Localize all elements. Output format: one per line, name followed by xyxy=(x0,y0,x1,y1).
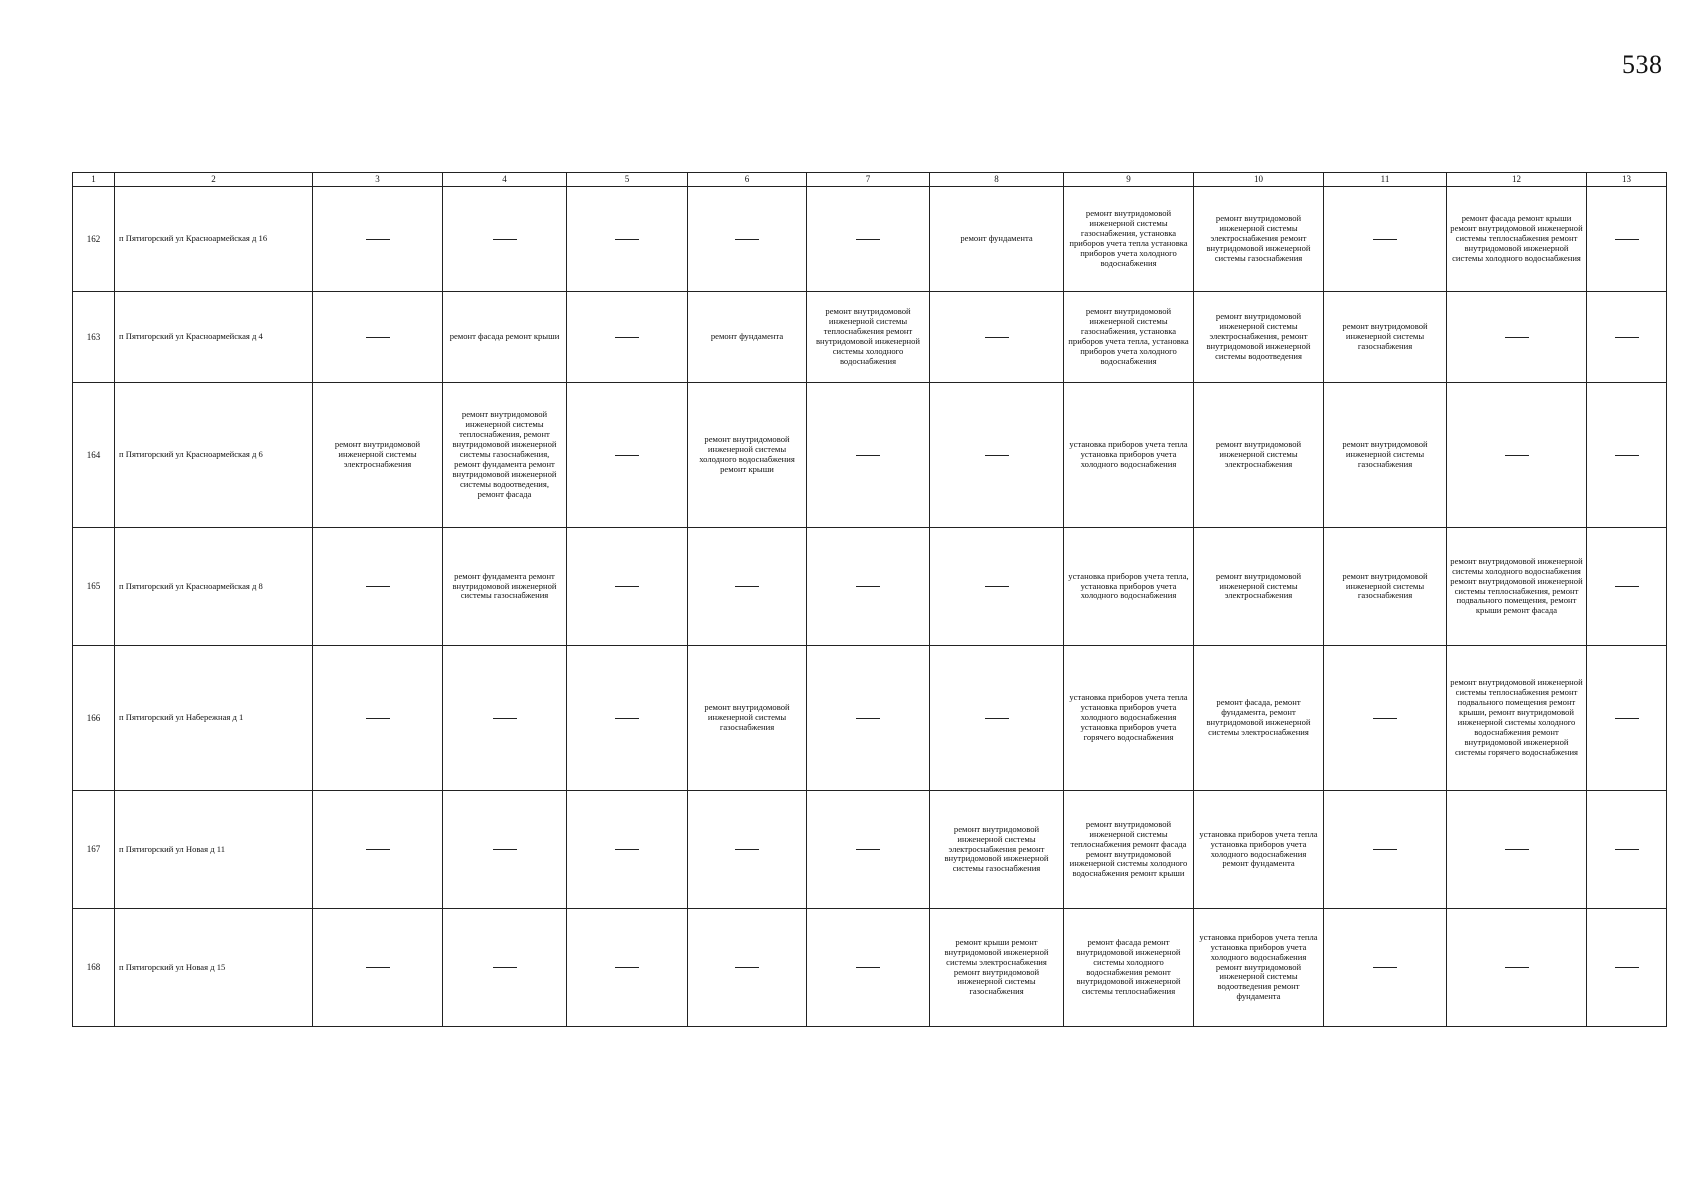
dash-mark xyxy=(1505,337,1529,338)
dash-mark xyxy=(615,718,639,719)
empty-dash-cell xyxy=(1587,791,1667,909)
dash-mark xyxy=(856,586,880,587)
work-cell: ремонт фундамента xyxy=(930,187,1064,292)
empty-dash-cell xyxy=(688,528,807,646)
work-cell: ремонт внутридомовой инженерной системы электроснабжения xyxy=(1194,383,1324,528)
empty-dash-cell xyxy=(313,187,443,292)
empty-dash-cell xyxy=(1447,292,1587,383)
dash-mark xyxy=(1615,718,1639,719)
dash-mark xyxy=(856,239,880,240)
empty-dash-cell xyxy=(688,909,807,1027)
table-row xyxy=(73,646,1667,791)
table-header-row xyxy=(73,173,1667,187)
table-row xyxy=(73,187,1667,292)
dash-mark xyxy=(493,239,517,240)
dash-mark xyxy=(366,718,390,719)
address-cell: п Пятигорский ул Новая д 11 xyxy=(115,791,313,909)
empty-dash-cell xyxy=(1324,646,1447,791)
dash-mark xyxy=(615,849,639,850)
dash-mark xyxy=(1615,967,1639,968)
table-row xyxy=(73,528,1667,646)
dash-mark xyxy=(985,586,1009,587)
work-cell: ремонт внутридомовой инженерной системы электроснабжения, ремонт внутридомовой инженерной системы водоотведения xyxy=(1194,292,1324,383)
work-cell: ремонт внутридомовой инженерной системы теплоснабжения ремонт подвального помещения ремонт крыши, ремонт внутридомовой инженерной системы холодного водоснабжения ремонт внутридомовой инженерной системы горячего водоснабжения xyxy=(1447,646,1587,791)
column-header: 1 xyxy=(73,173,115,187)
table-row xyxy=(73,909,1667,1027)
work-cell: ремонт внутридомовой инженерной системы теплоснабжения ремонт внутридомовой инженерной системы холодного водоснабжения xyxy=(807,292,930,383)
dash-mark xyxy=(1615,239,1639,240)
empty-dash-cell xyxy=(1587,383,1667,528)
address-cell: п Пятигорский ул Набережная д 1 xyxy=(115,646,313,791)
work-cell: ремонт внутридомовой инженерной системы газоснабжения xyxy=(1324,528,1447,646)
capital-repair-table xyxy=(72,172,1667,1027)
empty-dash-cell xyxy=(443,646,567,791)
work-cell: ремонт внутридомовой инженерной системы электроснабжения xyxy=(313,383,443,528)
empty-dash-cell xyxy=(807,383,930,528)
dash-mark xyxy=(366,239,390,240)
empty-dash-cell xyxy=(567,791,688,909)
dash-mark xyxy=(735,967,759,968)
empty-dash-cell xyxy=(1587,187,1667,292)
dash-mark xyxy=(615,337,639,338)
dash-mark xyxy=(1505,967,1529,968)
empty-dash-cell xyxy=(930,292,1064,383)
empty-dash-cell xyxy=(930,383,1064,528)
dash-mark xyxy=(1615,586,1639,587)
address-cell: п Пятигорский ул Красноармейская д 6 xyxy=(115,383,313,528)
empty-dash-cell xyxy=(1587,292,1667,383)
dash-mark xyxy=(1373,849,1397,850)
dash-mark xyxy=(856,718,880,719)
dash-mark xyxy=(366,967,390,968)
work-cell: ремонт внутридомовой инженерной системы теплоснабжения, ремонт внутридомовой инженерной системы газоснабжения, ремонт фундамента ремонт внутридомовой инженерной системы водоотведения, ремонт фасада xyxy=(443,383,567,528)
dash-mark xyxy=(985,455,1009,456)
empty-dash-cell xyxy=(688,791,807,909)
empty-dash-cell xyxy=(807,646,930,791)
dash-mark xyxy=(493,849,517,850)
dash-mark xyxy=(1505,849,1529,850)
page-number: 538 xyxy=(1622,50,1663,79)
empty-dash-cell xyxy=(1324,909,1447,1027)
work-cell: ремонт фасада ремонт крыши xyxy=(443,292,567,383)
empty-dash-cell xyxy=(1587,646,1667,791)
column-header: 8 xyxy=(930,173,1064,187)
empty-dash-cell xyxy=(567,528,688,646)
work-cell: ремонт внутридомовой инженерной системы газоснабжения xyxy=(688,646,807,791)
work-cell: ремонт внутридомовой инженерной системы газоснабжения, установка приборов учета тепла, установка приборов учета холодного водоснабжения xyxy=(1064,292,1194,383)
column-header: 7 xyxy=(807,173,930,187)
work-cell: ремонт фундамента xyxy=(688,292,807,383)
empty-dash-cell xyxy=(807,187,930,292)
row-number: 165 xyxy=(73,528,115,646)
empty-dash-cell xyxy=(567,646,688,791)
dash-mark xyxy=(856,967,880,968)
work-cell: ремонт внутридомовой инженерной системы газоснабжения, установка приборов учета тепла установка приборов учета холодного водоснабжения xyxy=(1064,187,1194,292)
empty-dash-cell xyxy=(1447,383,1587,528)
address-cell: п Пятигорский ул Красноармейская д 4 xyxy=(115,292,313,383)
table-body xyxy=(73,187,1667,1027)
column-header: 9 xyxy=(1064,173,1194,187)
dash-mark xyxy=(1373,239,1397,240)
empty-dash-cell xyxy=(443,791,567,909)
empty-dash-cell xyxy=(443,187,567,292)
empty-dash-cell xyxy=(567,187,688,292)
empty-dash-cell xyxy=(807,528,930,646)
work-cell: установка приборов учета тепла установка приборов учета холодного водоснабжения установка приборов учета горячего водоснабжения xyxy=(1064,646,1194,791)
work-cell: ремонт фундамента ремонт внутридомовой инженерной системы газоснабжения xyxy=(443,528,567,646)
work-cell: ремонт фасада ремонт крыши ремонт внутридомовой инженерной системы теплоснабжения ремонт внутридомовой инженерной системы холодного водоснабжения xyxy=(1447,187,1587,292)
empty-dash-cell xyxy=(567,909,688,1027)
row-number: 167 xyxy=(73,791,115,909)
work-cell: ремонт фасада, ремонт фундамента, ремонт внутридомовой инженерной системы электроснабжения xyxy=(1194,646,1324,791)
column-header: 5 xyxy=(567,173,688,187)
empty-dash-cell xyxy=(1324,791,1447,909)
dash-mark xyxy=(615,586,639,587)
row-number: 166 xyxy=(73,646,115,791)
address-cell: п Пятигорский ул Новая д 15 xyxy=(115,909,313,1027)
work-cell: ремонт внутридомовой инженерной системы электроснабжения xyxy=(1194,528,1324,646)
work-cell: установка приборов учета тепла, установка приборов учета холодного водоснабжения xyxy=(1064,528,1194,646)
dash-mark xyxy=(1615,455,1639,456)
empty-dash-cell xyxy=(1324,187,1447,292)
work-cell: ремонт внутридомовой инженерной системы газоснабжения xyxy=(1324,292,1447,383)
dash-mark xyxy=(735,586,759,587)
empty-dash-cell xyxy=(567,292,688,383)
dash-mark xyxy=(366,586,390,587)
empty-dash-cell xyxy=(688,187,807,292)
column-header: 4 xyxy=(443,173,567,187)
dash-mark xyxy=(615,239,639,240)
work-cell: ремонт фасада ремонт внутридомовой инженерной системы холодного водоснабжения ремонт внутридомовой инженерной системы теплоснабжения xyxy=(1064,909,1194,1027)
empty-dash-cell xyxy=(313,791,443,909)
empty-dash-cell xyxy=(930,646,1064,791)
row-number: 164 xyxy=(73,383,115,528)
empty-dash-cell xyxy=(1587,528,1667,646)
dash-mark xyxy=(366,849,390,850)
work-cell: установка приборов учета тепла установка приборов учета холодного водоснабжения xyxy=(1064,383,1194,528)
empty-dash-cell xyxy=(807,791,930,909)
row-number: 162 xyxy=(73,187,115,292)
table-row xyxy=(73,383,1667,528)
column-header: 13 xyxy=(1587,173,1667,187)
empty-dash-cell xyxy=(807,909,930,1027)
table-row xyxy=(73,292,1667,383)
column-header: 3 xyxy=(313,173,443,187)
table-row xyxy=(73,791,1667,909)
empty-dash-cell xyxy=(1447,909,1587,1027)
column-header: 6 xyxy=(688,173,807,187)
work-cell: ремонт внутридомовой инженерной системы газоснабжения xyxy=(1324,383,1447,528)
row-number: 163 xyxy=(73,292,115,383)
column-header: 11 xyxy=(1324,173,1447,187)
dash-mark xyxy=(735,849,759,850)
dash-mark xyxy=(615,455,639,456)
address-cell: п Пятигорский ул Красноармейская д 8 xyxy=(115,528,313,646)
dash-mark xyxy=(1373,718,1397,719)
empty-dash-cell xyxy=(313,909,443,1027)
dash-mark xyxy=(615,967,639,968)
work-cell: установка приборов учета тепла установка приборов учета холодного водоснабжения ремонт внутридомовой инженерной системы водоотведения ремонт фундамента xyxy=(1194,909,1324,1027)
dash-mark xyxy=(985,718,1009,719)
empty-dash-cell xyxy=(313,528,443,646)
dash-mark xyxy=(735,239,759,240)
dash-mark xyxy=(856,849,880,850)
empty-dash-cell xyxy=(313,646,443,791)
dash-mark xyxy=(366,337,390,338)
dash-mark xyxy=(1373,967,1397,968)
row-number: 168 xyxy=(73,909,115,1027)
work-cell: установка приборов учета тепла установка приборов учета холодного водоснабжения ремонт фундамента xyxy=(1194,791,1324,909)
dash-mark xyxy=(985,337,1009,338)
empty-dash-cell xyxy=(443,909,567,1027)
empty-dash-cell xyxy=(567,383,688,528)
dash-mark xyxy=(1615,337,1639,338)
column-header: 12 xyxy=(1447,173,1587,187)
work-cell: ремонт внутридомовой инженерной системы холодного водоснабжения ремонт крыши xyxy=(688,383,807,528)
column-header: 2 xyxy=(115,173,313,187)
dash-mark xyxy=(493,967,517,968)
empty-dash-cell xyxy=(1587,909,1667,1027)
dash-mark xyxy=(856,455,880,456)
address-cell: п Пятигорский ул Красноармейская д 16 xyxy=(115,187,313,292)
dash-mark xyxy=(1615,849,1639,850)
empty-dash-cell xyxy=(930,528,1064,646)
column-header: 10 xyxy=(1194,173,1324,187)
work-cell: ремонт внутридомовой инженерной системы электроснабжения ремонт внутридомовой инженерной системы газоснабжения xyxy=(930,791,1064,909)
work-cell: ремонт внутридомовой инженерной системы холодного водоснабжения ремонт внутридомовой инженерной системы теплоснабжения, ремонт подвального помещения, ремонт крыши ремонт фасада xyxy=(1447,528,1587,646)
work-cell: ремонт внутридомовой инженерной системы электроснабжения ремонт внутридомовой инженерной системы газоснабжения xyxy=(1194,187,1324,292)
work-cell: ремонт внутридомовой инженерной системы теплоснабжения ремонт фасада ремонт внутридомовой инженерной системы холодного водоснабжения ремонт крыши xyxy=(1064,791,1194,909)
empty-dash-cell xyxy=(1447,791,1587,909)
dash-mark xyxy=(1505,455,1529,456)
work-cell: ремонт крыши ремонт внутридомовой инженерной системы электроснабжения ремонт внутридомовой инженерной системы газоснабжения xyxy=(930,909,1064,1027)
empty-dash-cell xyxy=(313,292,443,383)
dash-mark xyxy=(493,718,517,719)
